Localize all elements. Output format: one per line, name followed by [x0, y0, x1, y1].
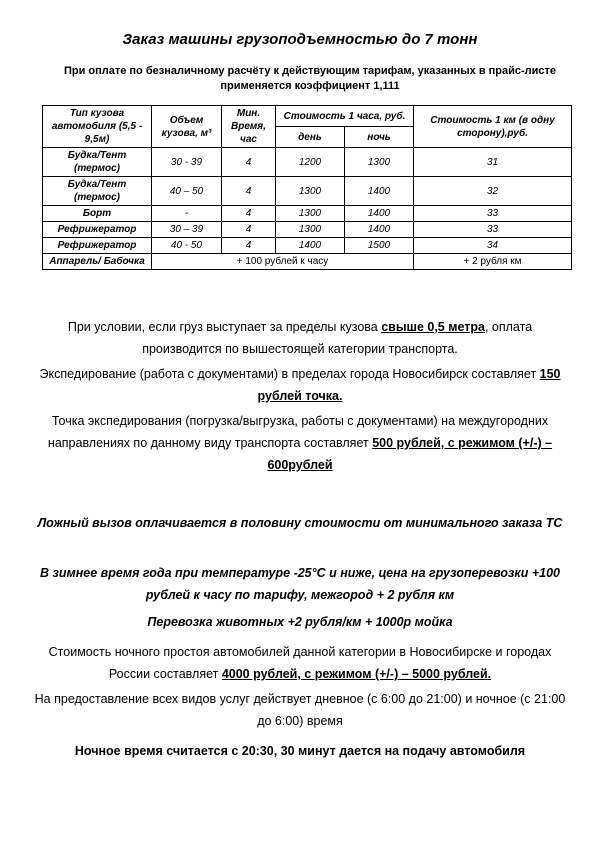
cell-day: 1300 [276, 206, 345, 222]
text-segment: , оплата производится по вышестоящей категории транспорта. [142, 320, 533, 356]
header-night: ночь [345, 127, 414, 148]
text-segment: Точка экспедирования (погрузка/выгрузка, работы с документами) на междугородних направлениях по данному виду транспорта составляет [47, 414, 549, 450]
cell-volume: 40 – 50 [152, 177, 222, 206]
cell-night: 1400 [345, 206, 414, 222]
cell-volume: 30 - 39 [152, 148, 222, 177]
night-idle-note [30, 641, 570, 685]
text-segment: Стоимость ночного простоя автомобилей данной категории в Новосибирске и городах России составляет [48, 645, 552, 681]
table-row-extra [43, 254, 572, 270]
table-row [43, 206, 572, 222]
text-emphasis: 4000 рублей, с режимом (+/-) – 5000 рублей. [221, 667, 492, 681]
text-emphasis: 500 рублей, с режимом (+/-) – 600рублей [267, 436, 553, 472]
cell-volume: 40 - 50 [152, 238, 222, 254]
oversize-cargo-note [30, 316, 570, 360]
cell-type: Рефрижератор [43, 238, 152, 254]
table-header-row [43, 106, 572, 127]
cell-km: 31 [414, 148, 572, 177]
text-segment: При условии, если груз выступает за пределы кузова [67, 320, 382, 334]
animal-transport-note: Перевозка животных +2 рубля/км + 1000р мойка [147, 615, 453, 629]
cell-volume: - [152, 206, 222, 222]
false-call-note: Ложный вызов оплачивается в половину стоимости от минимального заказа ТС [37, 516, 563, 530]
text-segment: Экспедирование (работа с документами) в пределах города Новосибирск составляет [39, 367, 540, 381]
intercity-forwarding-note [30, 410, 570, 476]
rates-table [42, 105, 572, 270]
cell-min: 4 [222, 148, 276, 177]
cell-day: 1200 [276, 148, 345, 177]
table-row [43, 148, 572, 177]
table-row [43, 177, 572, 206]
cell-night: 1300 [345, 148, 414, 177]
document-title: Заказ машины грузоподъемностью до 7 тонн [122, 31, 478, 48]
cell-hour-extra: + 100 рублей к часу [152, 254, 414, 270]
text-emphasis: свыше 0,5 метра [381, 320, 485, 334]
cell-min: 4 [222, 238, 276, 254]
cell-night: 1500 [345, 238, 414, 254]
cell-km: 34 [414, 238, 572, 254]
cell-min: 4 [222, 206, 276, 222]
day-night-hours-note: На предоставление всех видов услуг действует дневное (с 6:00 до 21:00) и ночное (с 21:00 до 6:00) время [34, 692, 566, 728]
cell-volume: 30 – 39 [152, 222, 222, 238]
text-emphasis: 150 рублей точка. [257, 367, 561, 403]
cell-day: 1400 [276, 238, 345, 254]
cell-km: 33 [414, 222, 572, 238]
header-volume: Объем кузова, м³ [152, 106, 222, 148]
cell-km: 32 [414, 177, 572, 206]
cell-night: 1400 [345, 222, 414, 238]
cell-type: Борт [43, 206, 152, 222]
cell-day: 1300 [276, 222, 345, 238]
cell-type: Аппарель/ Бабочка [43, 254, 152, 270]
table-row [43, 238, 572, 254]
night-time-start-note: Ночное время считается с 20:30, 30 минут дается на подачу автомобиля [74, 744, 526, 758]
cell-km-extra: + 2 рубля км [414, 254, 572, 270]
table-row [43, 222, 572, 238]
header-min-time: Мин. Время, час [222, 106, 276, 148]
winter-surcharge-note: В зимнее время года при температуре -25°С и ниже, цена на грузоперевозки +100 рублей к часу по тарифу, межгород + 2 рубля км [40, 566, 560, 602]
city-forwarding-note [30, 363, 570, 407]
cell-type: Будка/Тент (термос) [43, 177, 152, 206]
header-hour-cost: Стоимость 1 часа, руб. [276, 106, 414, 127]
header-km-cost: Стоимость 1 км (в одну сторону),руб. [414, 106, 572, 148]
cell-type: Рефрижератор [43, 222, 152, 238]
cell-day: 1300 [276, 177, 345, 206]
cell-min: 4 [222, 177, 276, 206]
cell-type: Будка/Тент (термос) [43, 148, 152, 177]
header-day: день [276, 127, 345, 148]
cell-min: 4 [222, 222, 276, 238]
cell-km: 33 [414, 206, 572, 222]
payment-coefficient-note: При оплате по безналичному расчёту к действующим тарифам, указанных в прайс-листе применяется коэффициент 1,111 [63, 65, 557, 92]
header-body-type: Тип кузова автомобиля (5,5 - 9,5м) [43, 106, 152, 148]
cell-night: 1400 [345, 177, 414, 206]
